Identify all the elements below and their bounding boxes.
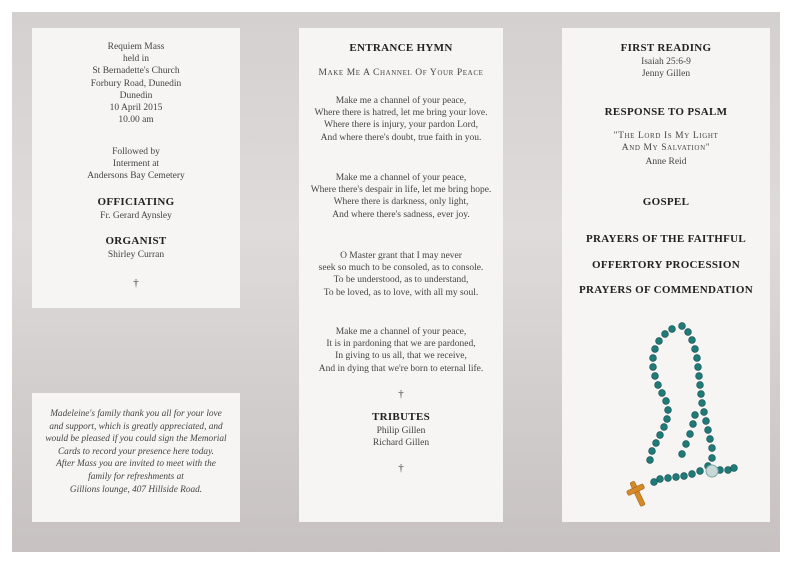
rosary-bead <box>657 432 664 439</box>
verse-line: Make me a channel of your peace, <box>335 327 467 337</box>
crucifix-icon <box>624 478 651 509</box>
service-line: St Bernadette's Church <box>92 66 180 77</box>
verse-line: And in dying that we're born to eternal life. <box>318 363 484 374</box>
rosary-bead <box>659 390 666 397</box>
service-details-panel <box>32 28 240 308</box>
rosary-bead <box>694 355 701 362</box>
first-reading-reader: Jenny Gillen <box>641 69 691 79</box>
rosary-bead <box>689 471 696 478</box>
rosary-bead <box>681 473 688 480</box>
rosary-bead <box>685 329 692 336</box>
first-reading-heading: FIRST READING <box>620 42 712 54</box>
rosary-bead <box>697 382 704 389</box>
rosary-bead <box>696 373 703 380</box>
hymn-verse-4 <box>299 326 503 375</box>
rosary-bead <box>656 338 663 345</box>
psalm-heading: RESPONSE TO PSALM <box>604 106 728 118</box>
tribute-name: Richard Gillen <box>372 438 430 449</box>
verse-line: seek so much to be consoled, as to console. <box>318 263 484 274</box>
verse-line: In giving to us all, that we receive, <box>335 351 467 362</box>
rosary-bead <box>661 424 668 431</box>
offertory-heading: OFFERTORY PROCESSION <box>592 259 740 271</box>
rosary-bead <box>673 474 680 481</box>
rosary-bead <box>665 475 672 482</box>
verse-line: Where there's despair in life, let me bring hope. <box>310 185 492 196</box>
verse-line: To be understood, as to understand, <box>333 275 469 286</box>
rosary-bead <box>697 468 704 475</box>
rosary-bead <box>647 457 654 464</box>
rosary-bead <box>664 416 671 423</box>
organist-name: Shirley Curran <box>107 250 165 260</box>
hymn-verse-2 <box>299 172 503 221</box>
service-line: 10 April 2015 <box>109 103 163 114</box>
rosary-bead <box>652 373 659 380</box>
hymn-panel <box>299 28 503 522</box>
cross-icon: † <box>133 277 139 289</box>
rosary-bead <box>692 412 699 419</box>
rosary-bead <box>689 337 696 344</box>
rosary-bead <box>679 323 686 330</box>
verse-line: Where there is darkness, only light, <box>333 197 469 208</box>
verse-line: O Master grant that I may never <box>340 251 462 261</box>
rosary-bead <box>665 407 672 414</box>
rosary-bead <box>699 400 706 407</box>
rosary-bead <box>690 421 697 428</box>
psalm-title <box>562 130 770 154</box>
first-reading-ref: Isaiah 25:6-9 <box>641 57 691 67</box>
center-medal <box>706 465 718 477</box>
service-line: Dunedin <box>119 90 153 101</box>
verse-line: Where there is hatred, let me bring your love. <box>314 108 488 119</box>
interment-info <box>32 146 240 183</box>
rosary-bead <box>669 326 676 333</box>
rosary-bead <box>679 451 686 458</box>
tributes-names <box>299 425 503 449</box>
hymn-verse-1 <box>299 95 503 144</box>
rosary-bead <box>701 409 708 416</box>
prayers-faithful-heading: PRAYERS OF THE FAITHFUL <box>585 233 746 245</box>
rosary-bead <box>709 455 716 462</box>
interment-line: Followed by <box>112 147 160 157</box>
thanks-line: Madeleine's family thank you all for your love <box>50 409 222 419</box>
verse-line: Make me a channel of your peace, <box>335 173 467 183</box>
officiating-name: Fr. Gerard Aynsley <box>100 211 172 221</box>
organist-heading: ORGANIST <box>105 235 167 247</box>
rosary-bead <box>683 441 690 448</box>
rosary-bead <box>652 346 659 353</box>
rosary-bead <box>653 440 660 447</box>
psalm-title-line: And My Salvation" <box>621 143 711 153</box>
thanks-line: would be pleased if you could sign the Memorial <box>45 434 227 445</box>
gospel-heading: GOSPEL <box>642 196 690 208</box>
rosary-bead <box>649 448 656 455</box>
thanks-line: Gillions lounge, 407 Hillside Road. <box>69 484 203 495</box>
rosary-image <box>620 320 740 515</box>
thanks-line: Cards to record your presence here today. <box>57 446 215 457</box>
rosary-bead <box>687 431 694 438</box>
tribute-name: Philip Gillen <box>376 426 426 436</box>
rosary-bead <box>703 418 710 425</box>
interment-line: Andersons Bay Cemetery <box>87 171 185 182</box>
officiating-heading: OFFICIATING <box>97 196 175 208</box>
cross-icon: † <box>398 462 404 474</box>
tributes-heading: TRIBUTES <box>371 411 431 423</box>
rosary-bead <box>662 331 669 338</box>
readings-panel <box>562 28 770 522</box>
service-line: Requiem Mass <box>107 42 165 52</box>
verse-line: And where there's doubt, true faith in you. <box>320 132 482 143</box>
psalm-title-line: "The Lord Is My Light <box>613 131 719 141</box>
rosary-bead <box>655 382 662 389</box>
rosary-bead <box>663 398 670 405</box>
cross-icon: † <box>398 388 404 400</box>
thanks-line: and support, which is greatly appreciated, and <box>49 421 223 432</box>
thanks-message <box>32 408 240 496</box>
hymn-title: Make Me A Channel Of Your Peace <box>318 68 484 78</box>
service-line: held in <box>122 54 150 65</box>
rosary-bead <box>705 427 712 434</box>
verse-line: Where there is injury, your pardon Lord, <box>324 120 478 131</box>
thanks-line: family for refreshments at <box>88 471 184 482</box>
rosary-bead <box>650 355 657 362</box>
rosary-bead <box>698 391 705 398</box>
thanks-panel <box>32 393 240 522</box>
verse-line: It is in pardoning that we are pardoned, <box>326 339 476 350</box>
service-info <box>32 41 240 126</box>
thanks-line: After Mass you are invited to meet with the <box>56 459 216 470</box>
verse-line: And where there's sadness, ever joy. <box>332 209 470 220</box>
verse-line: To be loved, as to love, with all my soul. <box>323 287 479 298</box>
psalm-reader: Anne Reid <box>645 157 687 167</box>
service-line: Forbury Road, Dunedin <box>90 78 182 89</box>
rosary-bead <box>651 479 658 486</box>
hymn-verse-3 <box>299 250 503 299</box>
rosary-bead <box>692 346 699 353</box>
rosary-bead <box>695 364 702 371</box>
service-line: 10.00 am <box>118 115 154 126</box>
verse-line: Make me a channel of your peace, <box>335 96 467 106</box>
rosary-bead <box>709 445 716 452</box>
interment-line: Interment at <box>112 159 160 170</box>
rosary-bead <box>707 436 714 443</box>
commendation-heading: PRAYERS OF COMMENDATION <box>579 284 753 296</box>
rosary-bead <box>731 465 738 472</box>
hymn-heading: ENTRANCE HYMN <box>349 42 453 54</box>
rosary-bead <box>650 364 657 371</box>
